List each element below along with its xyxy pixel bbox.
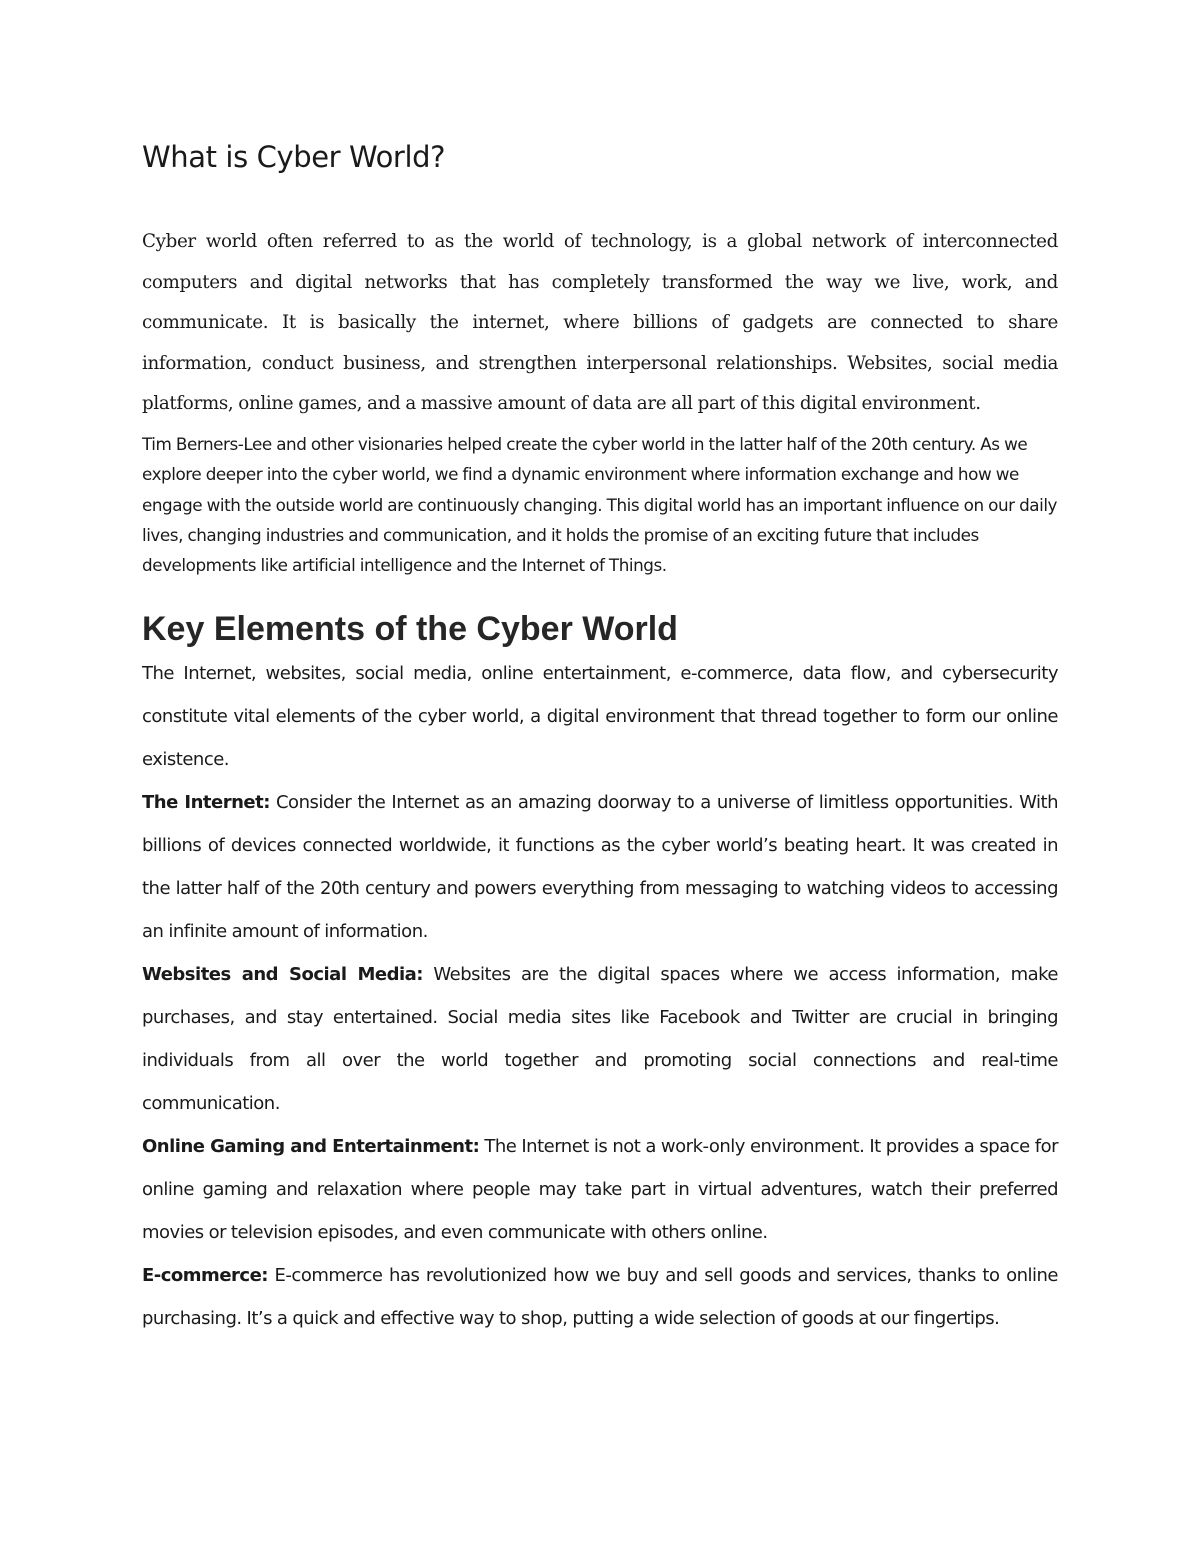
internet-text: Consider the Internet as an amazing doorway to a universe of limitless opportunities. With billions of devices connected worldwide, it functions as the cyber world’s beating heart. It was created in the latter half of the 20th century and powers everything from messaging to watching videos to accessing an infinite amount of information. <box>142 792 1058 942</box>
websites-paragraph <box>142 953 1058 1125</box>
websites-text: Websites are the digital spaces where we access information, make purchases, and stay entertained. Social media sites like Facebook and Twitter are crucial in bringing individuals from all over the world together and promoting social connections and real-time communication. <box>142 964 1058 1114</box>
websites-term: Websites and Social Media: <box>142 964 423 985</box>
gaming-term: Online Gaming and Entertainment: <box>142 1136 480 1157</box>
document-title: What is Cyber World? <box>142 140 446 174</box>
ecommerce-term: E-commerce: <box>142 1265 268 1286</box>
elements-intro-paragraph: The Internet, websites, social media, online entertainment, e-commerce, data flow, and cybersecurity constitute vital elements of the cyber world, a digital environment that thread together to form our online existence. <box>142 663 1058 770</box>
ecommerce-text: E-commerce has revolutionized how we buy and sell goods and services, thanks to online purchasing. It’s a quick and effective way to shop, putting a wide selection of goods at our fingertips. <box>142 1265 1058 1329</box>
internet-term: The Internet: <box>142 792 270 813</box>
internet-paragraph <box>142 781 1058 953</box>
gaming-text: The Internet is not a work-only environment. It provides a space for online gaming and relaxation where people may take part in virtual adventures, watch their preferred movies or television episodes, and even communicate with others online. <box>142 1136 1058 1243</box>
gaming-paragraph <box>142 1125 1058 1254</box>
ecommerce-paragraph <box>142 1254 1058 1340</box>
intro-paragraph: Cyber world often referred to as the world of technology, is a global network of interconnected computers and digital networks that has completely transformed the way we live, work, and communicate. It is basically the internet, where billions of gadgets are connected to share information, conduct business, and strengthen interpersonal relationships. Websites, social media platforms, online games, and a massive amount of data are all part of this digital environment. <box>142 231 1058 414</box>
history-paragraph: Tim Berners-Lee and other visionaries helped create the cyber world in the latter half of the 20th century. As we explore deeper into the cyber world, we find a dynamic environment where information exchange and how we engage with the outside world are continuously changing. This digital world has an important influence on our daily lives, changing industries and communication, and it holds the promise of an exciting future that includes developments like artificial intelligence and the Internet of Things. <box>142 434 1058 576</box>
section-heading: Key Elements of the Cyber World <box>142 610 678 648</box>
